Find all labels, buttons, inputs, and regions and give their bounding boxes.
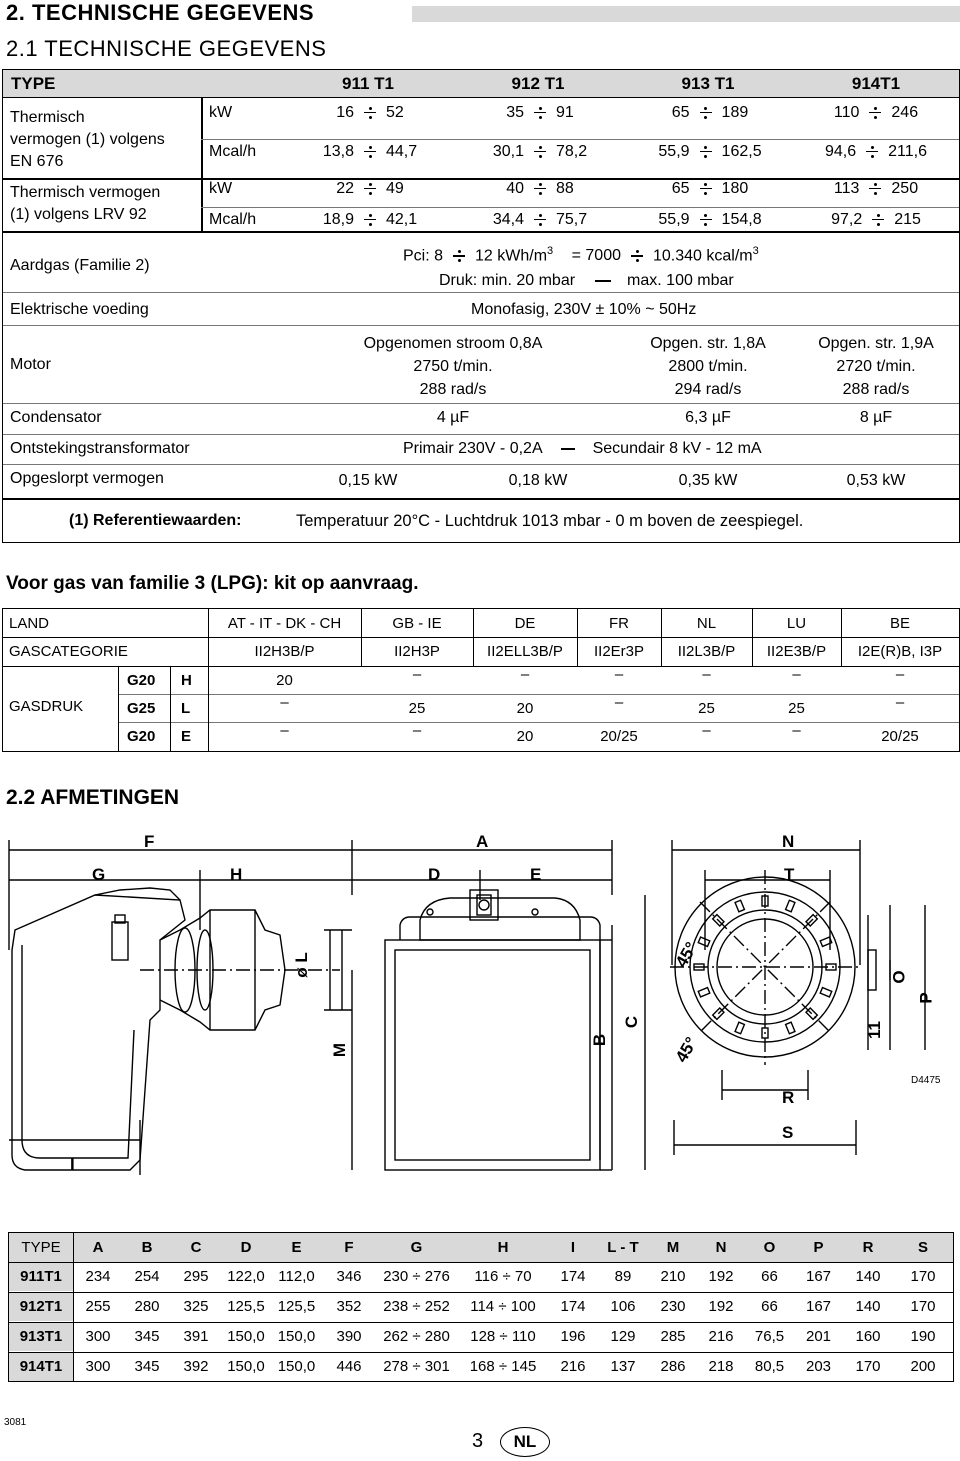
divide-icon: [364, 183, 376, 195]
divide-icon: [700, 107, 712, 119]
dim-value: 140: [855, 1298, 881, 1315]
dim-value: 66: [761, 1268, 778, 1285]
capacitor-value: 4 µF: [436, 409, 470, 426]
gas-pressure-value: –: [702, 666, 711, 683]
dim-value: 140: [855, 1268, 881, 1285]
range-max: 154,8: [721, 211, 762, 228]
range-max: 91: [556, 104, 574, 121]
unit-label: Mcal/h: [209, 211, 257, 228]
dim-value: 192: [708, 1268, 734, 1285]
gas-pressure-value: –: [412, 666, 422, 683]
range-value: [625, 180, 795, 198]
dim-value: 150,0: [227, 1358, 265, 1375]
divide-icon: [631, 250, 643, 262]
gas-type: G20: [127, 672, 156, 689]
unit-label: kW: [209, 180, 233, 197]
gas-type: G25: [127, 700, 156, 717]
range-value: [455, 104, 625, 122]
absorbed-power-value: 0,18 kW: [508, 472, 568, 489]
range-value: [285, 143, 455, 161]
dim-value: 167: [805, 1268, 832, 1285]
range-min: 110: [833, 104, 860, 121]
range-value: [455, 143, 625, 161]
country-cell: FR: [609, 615, 629, 632]
dim-value: 280: [134, 1298, 160, 1315]
dim-value: 230 ÷ 276: [383, 1268, 450, 1285]
motor-values: Opgenomen stroom 0,8A 2750 t/min. 288 rad/s: [363, 335, 543, 398]
category-cell: II2Er3P: [593, 643, 645, 660]
dim-value: 174: [560, 1298, 586, 1315]
dim-value: 129: [610, 1328, 636, 1345]
range-min: 55,9: [658, 143, 690, 160]
land-label: LAND: [9, 615, 50, 632]
range-value: [285, 211, 455, 229]
dim-value: 216: [708, 1328, 734, 1345]
range-max: 189: [721, 104, 749, 121]
category-cell: II2ELL3B/P: [487, 643, 563, 660]
gas-pressure-value: 20: [516, 700, 534, 717]
range-max: 180: [721, 180, 749, 197]
dim-label: D: [428, 865, 441, 884]
dim-type-cell: 912T1: [19, 1298, 63, 1315]
range-max: 215: [894, 211, 921, 228]
unit-label: kW: [209, 104, 233, 121]
thermal-power-lrv-label: Thermisch vermogen (1) volgens LRV 92: [10, 184, 161, 223]
dim-value: 300: [85, 1358, 111, 1375]
dim-label: 11: [864, 1021, 884, 1039]
range-value: [793, 180, 959, 198]
gas-code: H: [181, 672, 192, 689]
grid-line: [9, 1352, 953, 1353]
category-cell: II2E3B/P: [766, 643, 827, 660]
absorbed-power-value: 0,53 kW: [846, 472, 906, 489]
dim-value: 137: [610, 1358, 636, 1375]
section-title: 2. TECHNISCHE GEGEVENS: [6, 0, 315, 25]
divide-icon: [534, 214, 546, 226]
range-min: 94,6: [825, 143, 857, 160]
doc-number: 3081: [4, 1417, 27, 1428]
dim-header: H: [497, 1239, 509, 1256]
gas-pressure-value: –: [895, 694, 905, 711]
section-dimensions-title: 2.2 AFMETINGEN: [6, 786, 180, 809]
gas-code: E: [181, 728, 192, 745]
divide-icon: [534, 146, 546, 158]
dim-value: 352: [336, 1298, 362, 1315]
range-max: 246: [891, 104, 919, 121]
dim-value: 238 ÷ 252: [383, 1298, 450, 1315]
dim-value: 345: [134, 1328, 160, 1345]
range-min: 18,9: [322, 211, 354, 228]
divide-icon: [872, 214, 884, 226]
dim-value: 285: [660, 1328, 686, 1345]
dim-label: B: [590, 1033, 610, 1047]
gas-pressure-value: –: [702, 722, 711, 739]
country-cell: BE: [889, 615, 910, 632]
dim-value: 112,0: [278, 1268, 315, 1285]
type-header: TYPE: [11, 74, 56, 93]
dim-value: 76,5: [754, 1328, 785, 1345]
burner-dimension-drawing: [0, 820, 960, 1180]
country-cell: AT - IT - DK - CH: [227, 615, 342, 632]
range-value: [625, 143, 795, 161]
grid-line: [170, 666, 171, 751]
dim-header: E: [291, 1239, 302, 1256]
dim-header: L - T: [607, 1239, 639, 1256]
spec-table: [2, 69, 960, 543]
range-value: [625, 104, 795, 122]
dim-value: 116 ÷ 70: [474, 1268, 532, 1285]
flange-slot: [698, 988, 710, 997]
dim-value: 190: [910, 1328, 936, 1345]
dim-value: 391: [183, 1328, 209, 1345]
category-cell: II2H3P: [394, 643, 440, 660]
divide-icon: [869, 183, 881, 195]
flange-slot: [698, 937, 710, 946]
dim-value: 125,5: [227, 1298, 265, 1315]
dim-label: M: [330, 1042, 350, 1058]
dim-header: M: [666, 1239, 680, 1256]
dim-label: G: [92, 865, 106, 884]
dim-value: 168 ÷ 145: [469, 1358, 537, 1375]
dim-value: 150,0: [227, 1328, 265, 1345]
motor-values: Opgen. str. 1,8A 2800 t/min. 294 rad/s: [650, 335, 766, 398]
grid-line: [3, 637, 959, 638]
range-value: [455, 211, 625, 229]
grid-line: [9, 1292, 953, 1293]
dim-value: 345: [134, 1358, 160, 1375]
gas-pressure-value: –: [520, 666, 530, 683]
range-min: 65: [671, 104, 690, 121]
dim-value: 262 ÷ 280: [383, 1328, 450, 1345]
gas-pressure-value: 20/25: [600, 728, 638, 745]
range-max: 250: [891, 180, 919, 197]
grid-line: [9, 1262, 953, 1263]
power-supply-value: Monofasig, 230V ± 10% ~ 50Hz: [471, 301, 697, 318]
divide-icon: [700, 146, 712, 158]
grid-line: [9, 1322, 953, 1323]
divide-icon: [364, 146, 376, 158]
range-min: 40: [506, 180, 524, 197]
range-max: 52: [386, 104, 404, 121]
flange-slot: [820, 988, 832, 997]
dim-value: 234: [85, 1268, 111, 1285]
category-cell: I2E(R)B, I3P: [857, 643, 943, 660]
gas-pressure-value: –: [895, 666, 905, 683]
dim-type-cell: 913T1: [19, 1328, 63, 1345]
dim-value: 218: [708, 1358, 734, 1375]
footnote-label: (1) Referentiewaarden:: [69, 512, 242, 529]
range-min: 30,1: [492, 143, 524, 160]
range-max: 78,2: [556, 143, 588, 160]
range-value: [285, 104, 455, 122]
dim-header: C: [190, 1239, 202, 1256]
range-min: 113: [833, 180, 860, 197]
gas-category-label: GASCATEGORIE: [9, 643, 128, 660]
dim-label: 45°: [671, 1033, 702, 1066]
dim-value: 192: [708, 1298, 734, 1315]
dim-label: I: [70, 1155, 75, 1174]
gas-pressure-value: 25: [788, 700, 805, 717]
dim-value: 106: [610, 1298, 636, 1315]
dim-value: 150,0: [277, 1358, 316, 1375]
capacitor-label: Condensator: [10, 409, 102, 426]
model-header: 911 T1: [342, 74, 394, 93]
lpg-note: Voor gas van familie 3 (LPG): kit op aanvraag.: [6, 573, 419, 594]
dim-label: S: [782, 1123, 794, 1142]
dim-value: 230: [660, 1298, 686, 1315]
unit-label: Mcal/h: [209, 143, 257, 160]
dim-value: 200: [910, 1358, 936, 1375]
dim-label: H: [230, 865, 243, 884]
dim-label: O: [889, 970, 909, 984]
dim-value: 446: [336, 1358, 362, 1375]
country-cell: GB - IE: [392, 615, 442, 632]
model-header: 912 T1: [511, 74, 565, 93]
motor-values: Opgen. str. 1,9A 2720 t/min. 288 rad/s: [818, 335, 934, 398]
divide-icon: [866, 146, 878, 158]
capacitor-value: 6,3 µF: [685, 409, 731, 426]
dim-value: 170: [855, 1358, 881, 1375]
dim-label: 45°: [671, 938, 702, 971]
gas-pressure-value: 25: [698, 700, 715, 717]
dim-label: N: [782, 832, 795, 851]
motor-label: Motor: [10, 356, 51, 373]
dim-header: I: [570, 1239, 576, 1256]
dim-header: R: [862, 1239, 874, 1256]
dim-value: 255: [85, 1298, 111, 1315]
dim-value: 174: [560, 1268, 586, 1285]
footnote-text: Temperatuur 20°C - Luchtdruk 1013 mbar - 0 m boven de zeespiegel.: [296, 512, 804, 530]
gas-pressure-value: 25: [408, 700, 426, 717]
dim-value: 170: [910, 1268, 936, 1285]
divide-icon: [700, 214, 712, 226]
range-min: 55,9: [658, 211, 690, 228]
flange-slot: [786, 900, 795, 912]
gas-pressure-value: –: [792, 722, 801, 739]
range-max: 162,5: [721, 143, 762, 160]
divide-icon: [364, 214, 376, 226]
dim-label: P: [916, 992, 936, 1004]
range-min: 35: [506, 104, 524, 121]
divide-icon: [364, 107, 376, 119]
ignition-transformer-value: Primair 230V - 0,2A Secundair 8 kV - 12 mA: [403, 440, 762, 457]
model-header: 914T1: [851, 74, 901, 93]
gas-code: L: [181, 700, 191, 717]
absorbed-power-value: 0,35 kW: [678, 472, 738, 489]
dim-value: 286: [660, 1358, 686, 1375]
divide-icon: [869, 107, 881, 119]
drawing-ref: D4475: [911, 1075, 941, 1086]
title-bar-decoration: [412, 6, 960, 22]
dim-label: R: [782, 1088, 795, 1107]
range-max: 49: [386, 180, 404, 197]
dim-value: 66: [761, 1298, 778, 1315]
gas-pressure-value: –: [412, 722, 422, 739]
dash-icon: [561, 448, 575, 450]
range-max: 88: [556, 180, 574, 197]
dim-label: C: [622, 1015, 642, 1029]
dim-label: ø L: [291, 952, 311, 978]
category-cell: II2H3B/P: [254, 643, 315, 660]
gas-pressure-value: –: [614, 694, 624, 711]
dim-value: 254: [134, 1268, 160, 1285]
power-supply-label: Elektrische voeding: [10, 301, 149, 318]
range-min: 16: [336, 104, 354, 121]
divide-icon: [700, 183, 712, 195]
gas-pressure-label: GASDRUK: [9, 698, 84, 715]
gas-pressure-value: –: [280, 722, 289, 739]
dim-value: 390: [336, 1328, 362, 1345]
range-min: 65: [671, 180, 690, 197]
language-badge: NL: [500, 1427, 550, 1457]
dim-value: 295: [183, 1268, 209, 1285]
dim-header: G: [410, 1239, 423, 1256]
gas-pressure-value: –: [792, 666, 801, 683]
country-cell: DE: [514, 615, 536, 632]
dim-value: 122,0: [227, 1268, 265, 1285]
dim-header: TYPE: [21, 1239, 61, 1256]
natural-gas-label: Aardgas (Familie 2): [10, 257, 150, 274]
dim-value: 210: [660, 1268, 686, 1285]
dim-value: 128 ÷ 110: [470, 1328, 536, 1345]
dim-value: 300: [85, 1328, 111, 1345]
dim-header: B: [141, 1239, 153, 1256]
flange-slot: [735, 1022, 744, 1034]
range-min: 97,2: [831, 211, 863, 228]
dim-value: 201: [805, 1328, 832, 1345]
absorbed-power-value: 0,15 kW: [338, 472, 398, 489]
dim-header: A: [92, 1239, 104, 1256]
range-value: [625, 211, 795, 229]
dim-value: 114 ÷ 100: [470, 1298, 536, 1315]
range-value: [793, 211, 959, 229]
range-min: 34,4: [492, 211, 524, 228]
range-value: [793, 143, 959, 161]
dimensions-table: [8, 1232, 954, 1382]
range-value: [285, 180, 455, 198]
dim-value: 80,5: [754, 1358, 785, 1375]
dim-value: 160: [855, 1328, 881, 1345]
gas-pressure-value: 20/25: [881, 728, 919, 745]
dim-value: 278 ÷ 301: [383, 1358, 450, 1375]
capacitor-value: 8 µF: [859, 409, 893, 426]
country-cell: NL: [696, 615, 717, 632]
dim-value: 167: [805, 1298, 832, 1315]
range-min: 13,8: [322, 143, 354, 160]
gas-pressure-value: 20: [516, 728, 534, 745]
dim-type-cell: 911T1: [20, 1268, 62, 1285]
divide-icon: [534, 107, 546, 119]
grid-line: [118, 666, 119, 751]
dim-value: 170: [910, 1298, 936, 1315]
dim-value: 203: [805, 1358, 832, 1375]
dim-value: 150,0: [277, 1328, 316, 1345]
page-number: 3: [472, 1430, 484, 1452]
dim-label: T: [784, 865, 795, 884]
flange-slot: [786, 1022, 795, 1034]
dim-header: P: [813, 1239, 824, 1256]
thermal-power-en676-label: Thermisch vermogen (1) volgens EN 676: [10, 109, 165, 170]
dim-value: 392: [183, 1358, 209, 1375]
gas-category-table: [2, 608, 960, 752]
dim-label: E: [530, 865, 542, 884]
dash-icon: [595, 280, 611, 282]
dim-header: O: [763, 1239, 776, 1256]
dim-value: 89: [614, 1268, 632, 1285]
dim-label: A: [476, 832, 489, 851]
natural-gas-pressure: Druk: min. 20 mbar max. 100 mbar: [439, 272, 734, 289]
model-header: 913 T1: [681, 74, 735, 93]
country-cell: LU: [786, 615, 807, 632]
dim-label: F: [144, 832, 155, 851]
gas-pressure-value: 20: [276, 672, 293, 689]
dim-value: 216: [560, 1358, 586, 1375]
dim-header: S: [917, 1239, 928, 1256]
dim-value: 125,5: [277, 1298, 316, 1315]
divide-icon: [453, 250, 465, 262]
ignition-transformer-label: Ontstekingstransformator: [10, 440, 190, 457]
absorbed-power-label: Opgeslorpt vermogen: [10, 470, 164, 487]
range-max: 42,1: [386, 211, 418, 228]
gas-type: G20: [127, 728, 156, 745]
dim-header: N: [715, 1239, 727, 1256]
gas-pressure-value: –: [614, 666, 624, 683]
divide-icon: [534, 183, 546, 195]
dim-value: 346: [336, 1268, 362, 1285]
flange-slot: [735, 900, 744, 912]
dim-value: 196: [560, 1328, 586, 1345]
range-value: [455, 180, 625, 198]
dim-header: F: [344, 1239, 354, 1256]
range-max: 44,7: [386, 143, 418, 160]
category-cell: II2L3B/P: [677, 643, 736, 660]
dim-value: 325: [183, 1298, 209, 1315]
gas-pressure-value: –: [280, 694, 289, 711]
range-max: 75,7: [556, 211, 588, 228]
range-max: 211,6: [888, 143, 927, 160]
range-min: 22: [336, 180, 354, 197]
subsection-title: 2.1 TECHNISCHE GEGEVENS: [6, 36, 327, 61]
natural-gas-pci: Pci: 8 12 kWh/$m^3 = 7000$ 10.340 kcal/$m^3$: [403, 245, 759, 265]
range-value: [793, 104, 959, 122]
dim-header: D: [240, 1239, 252, 1256]
dim-type-cell: 914T1: [19, 1358, 63, 1375]
